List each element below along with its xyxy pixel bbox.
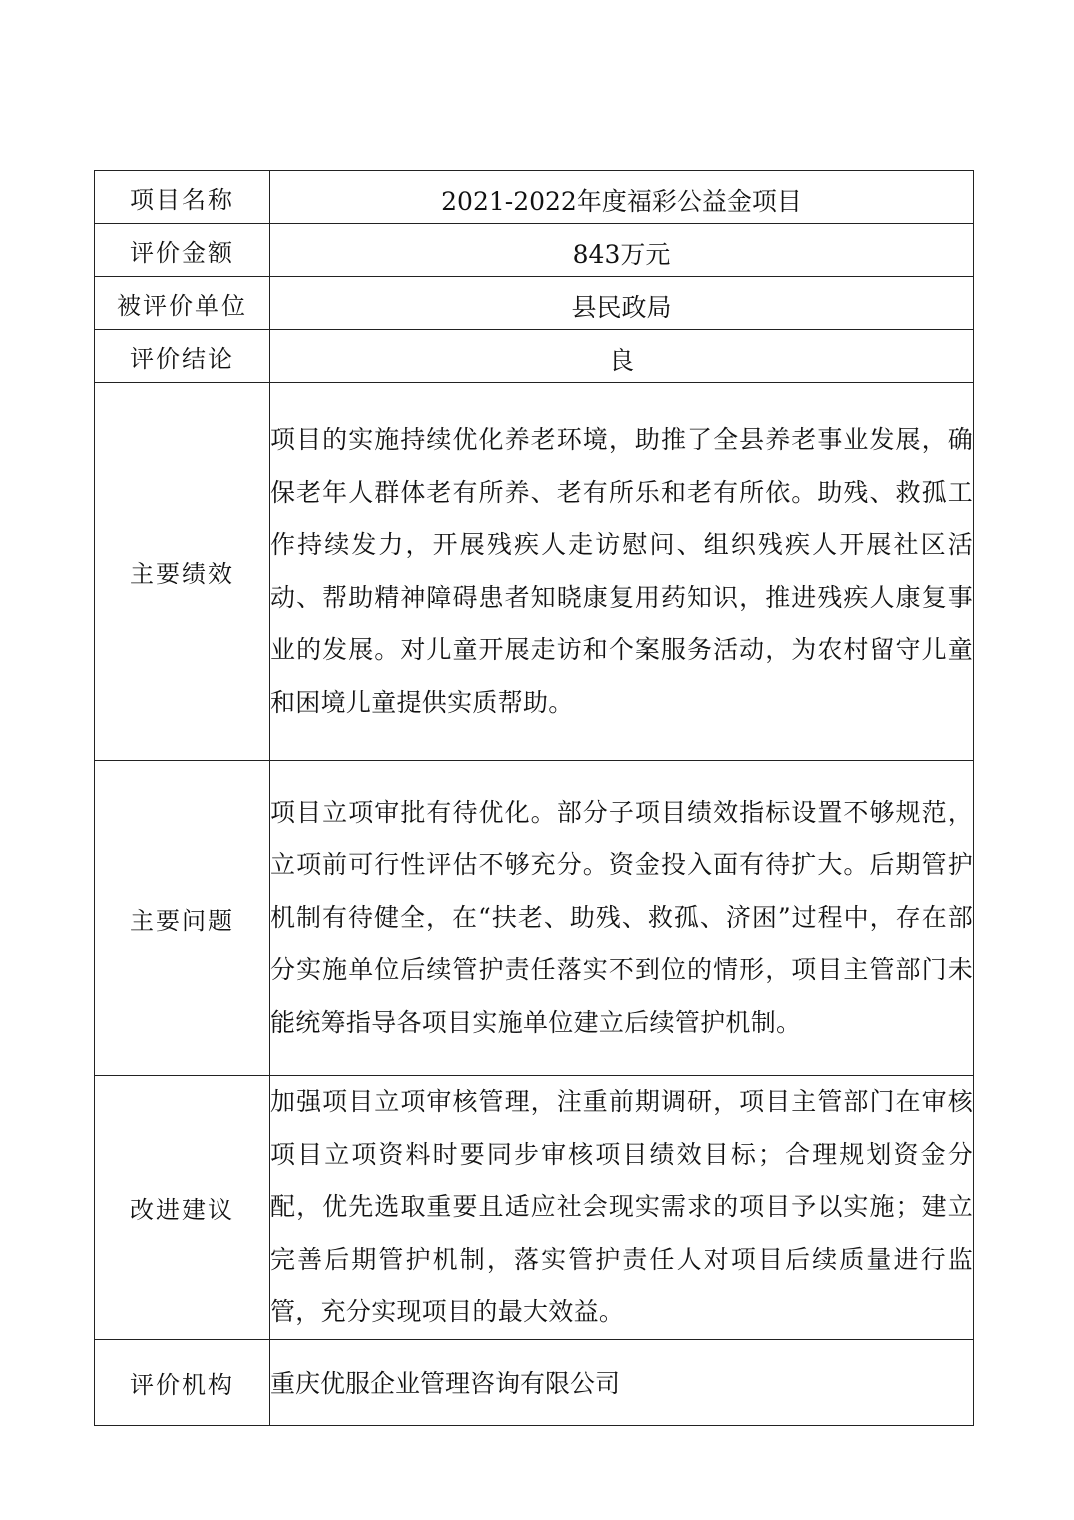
table-row-amount <box>95 224 974 277</box>
problems-value: 项目立项审批有待优化。部分子项目绩效指标设置不够规范，立项前可行性评估不够充分。资金投入面有待扩大。后期管护机制有待健全，在“扶老、助残、救孤、济困”过程中，存在部分实施单位后续管护责任落实不到位的情形，项目主管部门未能统筹指导各项目实施单位建立后续管护机制。 <box>270 761 974 1076</box>
agency-label: 评价机构 <box>130 1370 234 1399</box>
agency-value: 重庆优服企业管理咨询有限公司 <box>270 1339 974 1425</box>
conclusion-value: 良 <box>608 346 634 375</box>
row-label <box>95 277 270 330</box>
table-row-performance <box>95 383 974 761</box>
row-value <box>270 224 974 277</box>
table-row-suggestions <box>95 1076 974 1340</box>
row-value <box>270 330 974 383</box>
row-value <box>270 277 974 330</box>
table-row-conclusion <box>95 330 974 383</box>
suggestions-label: 改进建议 <box>130 1195 234 1224</box>
evaluated-unit-value: 县民政局 <box>571 293 672 322</box>
project-name-value: 2021-2022年度福彩公益金项目 <box>441 187 802 216</box>
row-value <box>270 171 974 224</box>
conclusion-label: 评价结论 <box>130 344 234 373</box>
table-row-agency <box>95 1339 974 1425</box>
evaluation-table <box>94 170 974 1426</box>
table-row-problems <box>95 761 974 1076</box>
amount-value: 843万元 <box>572 240 671 269</box>
row-label <box>95 171 270 224</box>
table-row-project-name <box>95 171 974 224</box>
evaluated-unit-label: 被评价单位 <box>117 291 247 320</box>
performance-label: 主要绩效 <box>130 560 234 588</box>
table-row-evaluated-unit <box>95 277 974 330</box>
suggestions-value: 加强项目立项审核管理，注重前期调研，项目主管部门在审核项目立项资料时要同步审核项目绩效目标；合理规划资金分配，优先选取重要且适应社会现实需求的项目予以实施；建立完善后期管护机制，落实管护责任人对项目后续质量进行监管，充分实现项目的最大效益。 <box>270 1076 974 1340</box>
row-label <box>95 330 270 383</box>
amount-label: 评价金额 <box>130 238 234 267</box>
row-label <box>95 224 270 277</box>
project-name-label: 项目名称 <box>130 185 234 214</box>
performance-value: 项目的实施持续优化养老环境，助推了全县养老事业发展，确保老年人群体老有所养、老有所乐和老有所依。助残、救孤工作持续发力，开展残疾人走访慰问、组织残疾人开展社区活动、帮助精神障碍患者知晓康复用药知识，推进残疾人康复事业的发展。对儿童开展走访和个案服务活动，为农村留守儿童和困境儿童提供实质帮助。 <box>270 383 974 761</box>
problems-label: 主要问题 <box>130 906 234 935</box>
row-label <box>95 1339 270 1425</box>
row-label <box>95 1076 270 1340</box>
row-label <box>95 383 270 761</box>
row-label <box>95 761 270 1076</box>
